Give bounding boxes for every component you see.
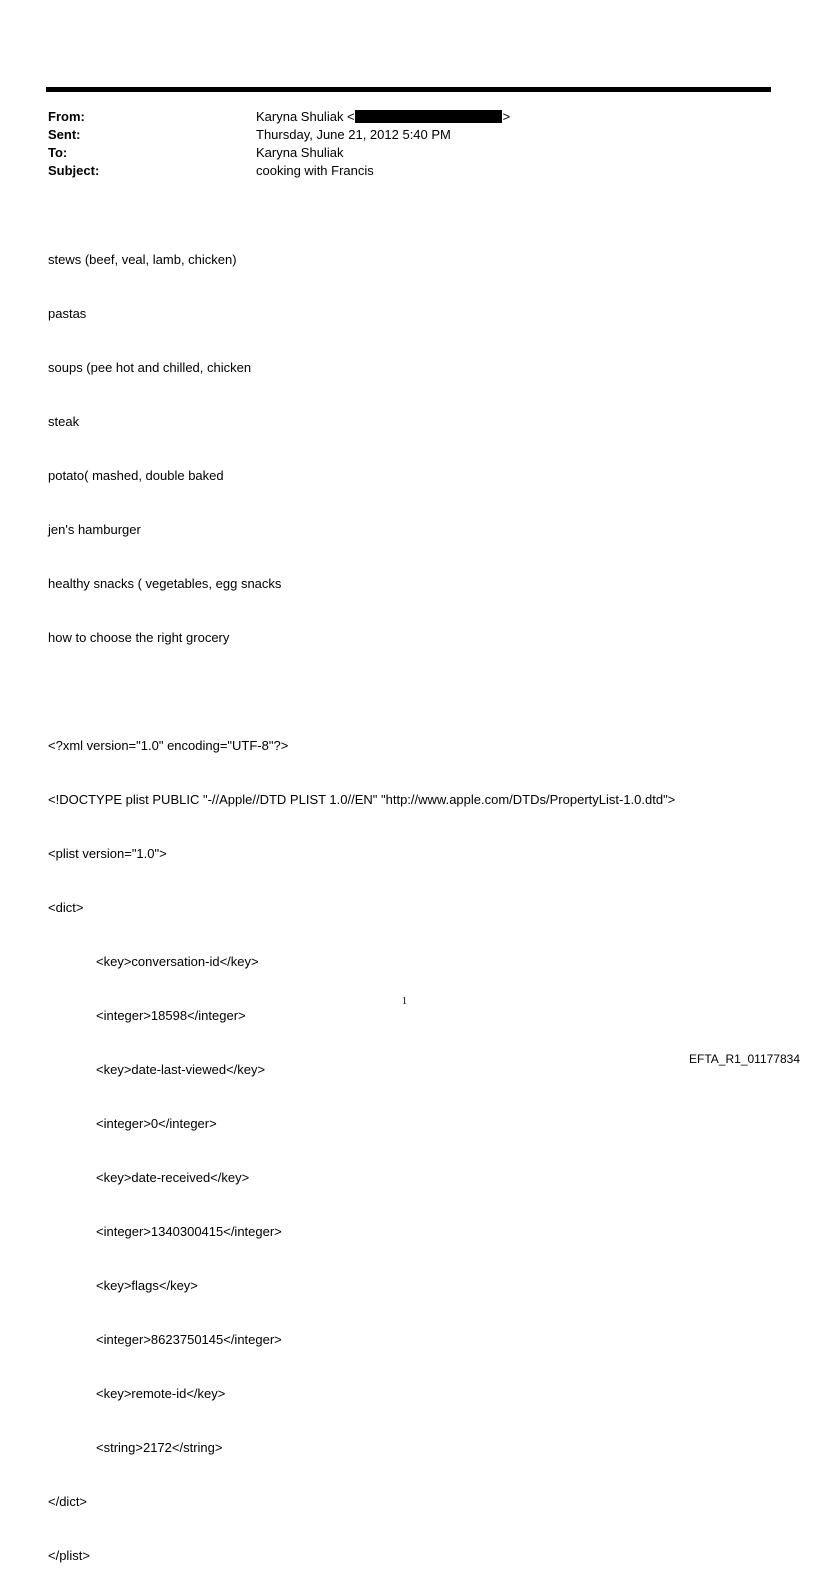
- subject-value: cooking with Francis: [256, 163, 374, 178]
- plist-dict-line: <key>date-received</key>: [96, 1170, 250, 1185]
- body-line: soups (pee hot and chilled, chicken: [48, 360, 252, 375]
- to-label: To:: [48, 145, 68, 160]
- body-line: pastas: [48, 306, 87, 321]
- plist-dict-line: <string>2172</string>: [96, 1440, 223, 1455]
- plist-line: </plist>: [48, 1548, 90, 1563]
- from-close: >: [502, 109, 511, 124]
- plist-dict-line: <key>conversation-id</key>: [96, 954, 259, 969]
- plist-dict-line: <integer>18598</integer>: [96, 1008, 246, 1023]
- document-id: EFTA_R1_01177834: [689, 1052, 800, 1066]
- plist-dict-line: <key>remote-id</key>: [96, 1386, 226, 1401]
- plist-line: <?xml version="1.0" encoding="UTF-8"?>: [48, 738, 289, 753]
- body-line: stews (beef, veal, lamb, chicken): [48, 252, 237, 267]
- email-body: [48, 215, 675, 1583]
- plist-line: <!DOCTYPE plist PUBLIC "-//Apple//DTD PLIST 1.0//EN" "http://www.apple.com/DTDs/PropertyList-1.0.dtd">: [48, 792, 676, 807]
- plist-line: <dict>: [48, 900, 84, 915]
- from-label: From:: [48, 109, 85, 124]
- body-line: how to choose the right grocery: [48, 630, 230, 645]
- plist-line: <plist version="1.0">: [48, 846, 167, 861]
- subject-label: Subject:: [48, 163, 100, 178]
- body-line: jen's hamburger: [48, 522, 141, 537]
- to-value: Karyna Shuliak: [256, 145, 344, 160]
- sent-value: Thursday, June 21, 2012 5:40 PM: [256, 127, 451, 142]
- body-line: healthy snacks ( vegetables, egg snacks: [48, 576, 282, 591]
- header-rule: [46, 87, 771, 92]
- body-line: steak: [48, 414, 80, 429]
- plist-dict-line: <key>flags</key>: [96, 1278, 198, 1293]
- redaction-box: [355, 110, 502, 123]
- blank-line: [48, 683, 675, 701]
- plist-line: </dict>: [48, 1494, 88, 1509]
- from-name: Karyna Shuliak <: [256, 109, 355, 124]
- plist-dict-line: <integer>1340300415</integer>: [96, 1224, 282, 1239]
- page-number: 1: [402, 996, 407, 1007]
- plist-dict-line: <key>date-last-viewed</key>: [96, 1062, 266, 1077]
- sent-label: Sent:: [48, 127, 81, 142]
- body-line: potato( mashed, double baked: [48, 468, 224, 483]
- plist-dict-line: <integer>0</integer>: [96, 1116, 217, 1131]
- from-value: [256, 108, 510, 126]
- plist-dict-line: <integer>8623750145</integer>: [96, 1332, 282, 1347]
